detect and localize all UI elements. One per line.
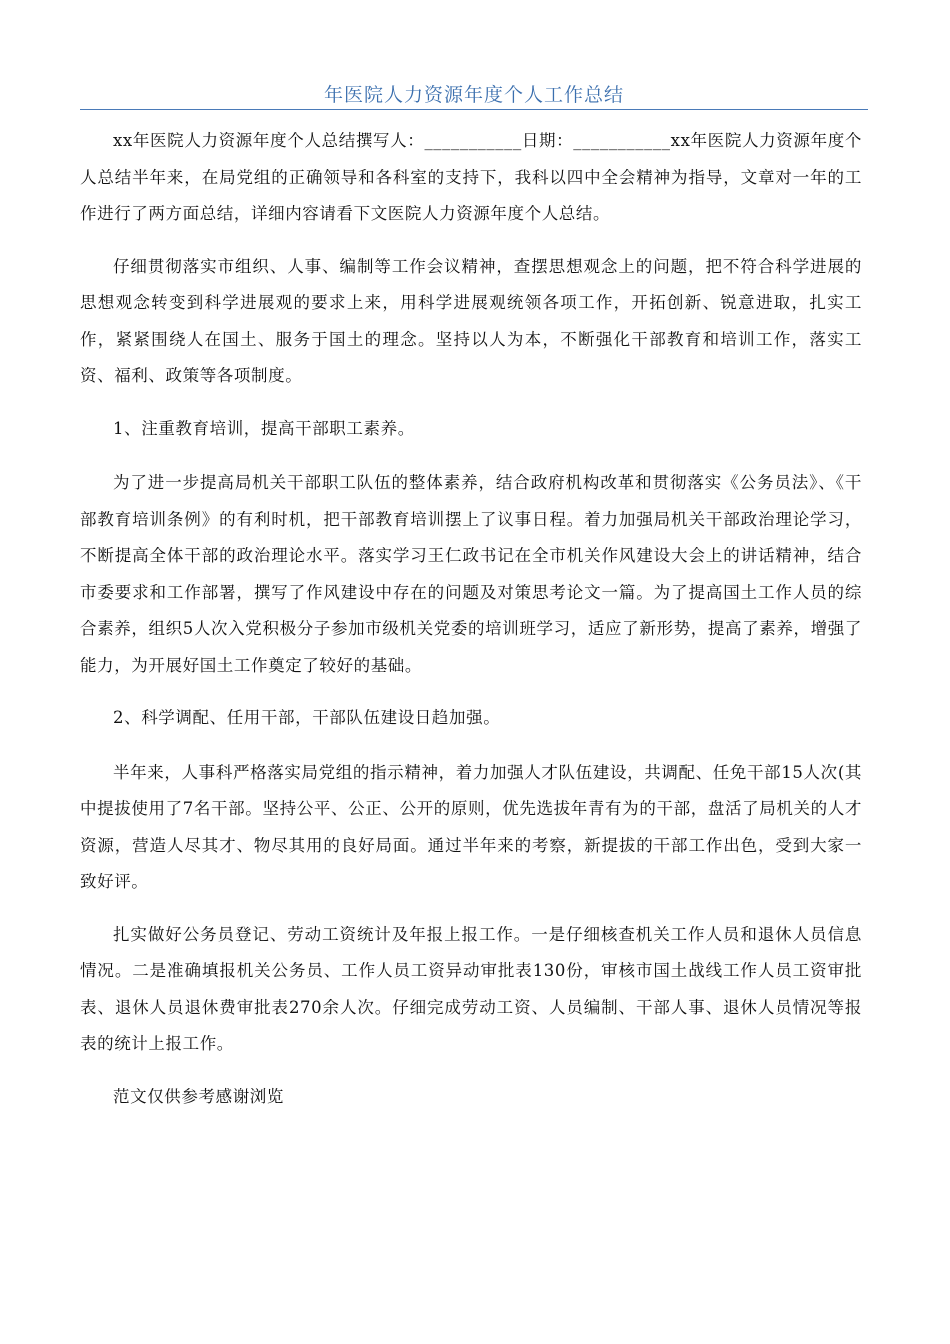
paragraph-overview: 仔细贯彻落实市组织、人事、编制等工作会议精神，查摆思想观念上的问题，把不符合科学进展的思想观念转变到科学进展观的要求上来，用科学进展观统领各项工作，开拓创新、锐意进取，扎实工作，紧紧围绕人在国土、服务于国土的理念。坚持以人为本，不断强化干部教育和培训工作，落实工资、福利、政策等各项制度。: [80, 256, 862, 385]
closing-note: 范文仅供参考感谢浏览: [113, 1086, 284, 1106]
title-divider: [80, 109, 868, 110]
paragraph-appointments: 半年来，人事科严格落实局党组的指示精神，着力加强人才队伍建设，共调配、任免干部15人次(其中提拔使用了7名干部。坚持公平、公正、公开的原则，优先选拔年青有为的干部，盘活了局机关的人才资源，营造人尽其才、物尽其用的良好局面。通过半年来的考察，新提拔的干部工作出色，受到大家一致好评。: [80, 762, 862, 891]
document-body: [80, 123, 862, 1133]
section-heading-1: 1、注重教育培训，提高干部职工素养。: [113, 418, 415, 438]
document-title: 年医院人力资源年度个人工作总结: [323, 84, 624, 106]
paragraph-training: 为了进一步提高局机关干部职工队伍的整体素养，结合政府机构改革和贯彻落实《公务员法》、《干部教育培训条例》的有利时机，把干部教育培训摆上了议事日程。着力加强局机关干部政治理论学习，不断提高全体干部的政治理论水平。落实学习王仁政书记在全市机关作风建设大会上的讲话精神，结合市委要求和工作部署，撰写了作风建设中存在的问题及对策思考论文一篇。为了提高国土工作人员的综合素养，组织5人次入党积极分子参加市级机关党委的培训班学习，适应了新形势，提高了素养，增强了能力，为开展好国土工作奠定了较好的基础。: [80, 473, 862, 675]
paragraph-intro: xx年医院人力资源年度个人总结撰写人：___________日期：___________xx年医院人力资源年度个人总结半年来，在局党组的正确领导和各科室的支持下，我科以四中全会精神为指导，文章对一年的工作进行了两方面总结，详细内容请看下文医院人力资源年度个人总结。: [80, 131, 862, 223]
paragraph-registration: 扎实做好公务员登记、劳动工资统计及年报上报工作。一是仔细核查机关工作人员和退休人员信息情况。二是准确填报机关公务员、工作人员工资异动审批表130份，审核市国土战线工作人员工资审批表、退休人员退休费审批表270余人次。仔细完成劳动工资、人员编制、干部人事、退休人员情况等报表的统计上报工作。: [80, 924, 862, 1053]
section-heading-2: 2、科学调配、任用干部，干部队伍建设日趋加强。: [113, 708, 501, 727]
